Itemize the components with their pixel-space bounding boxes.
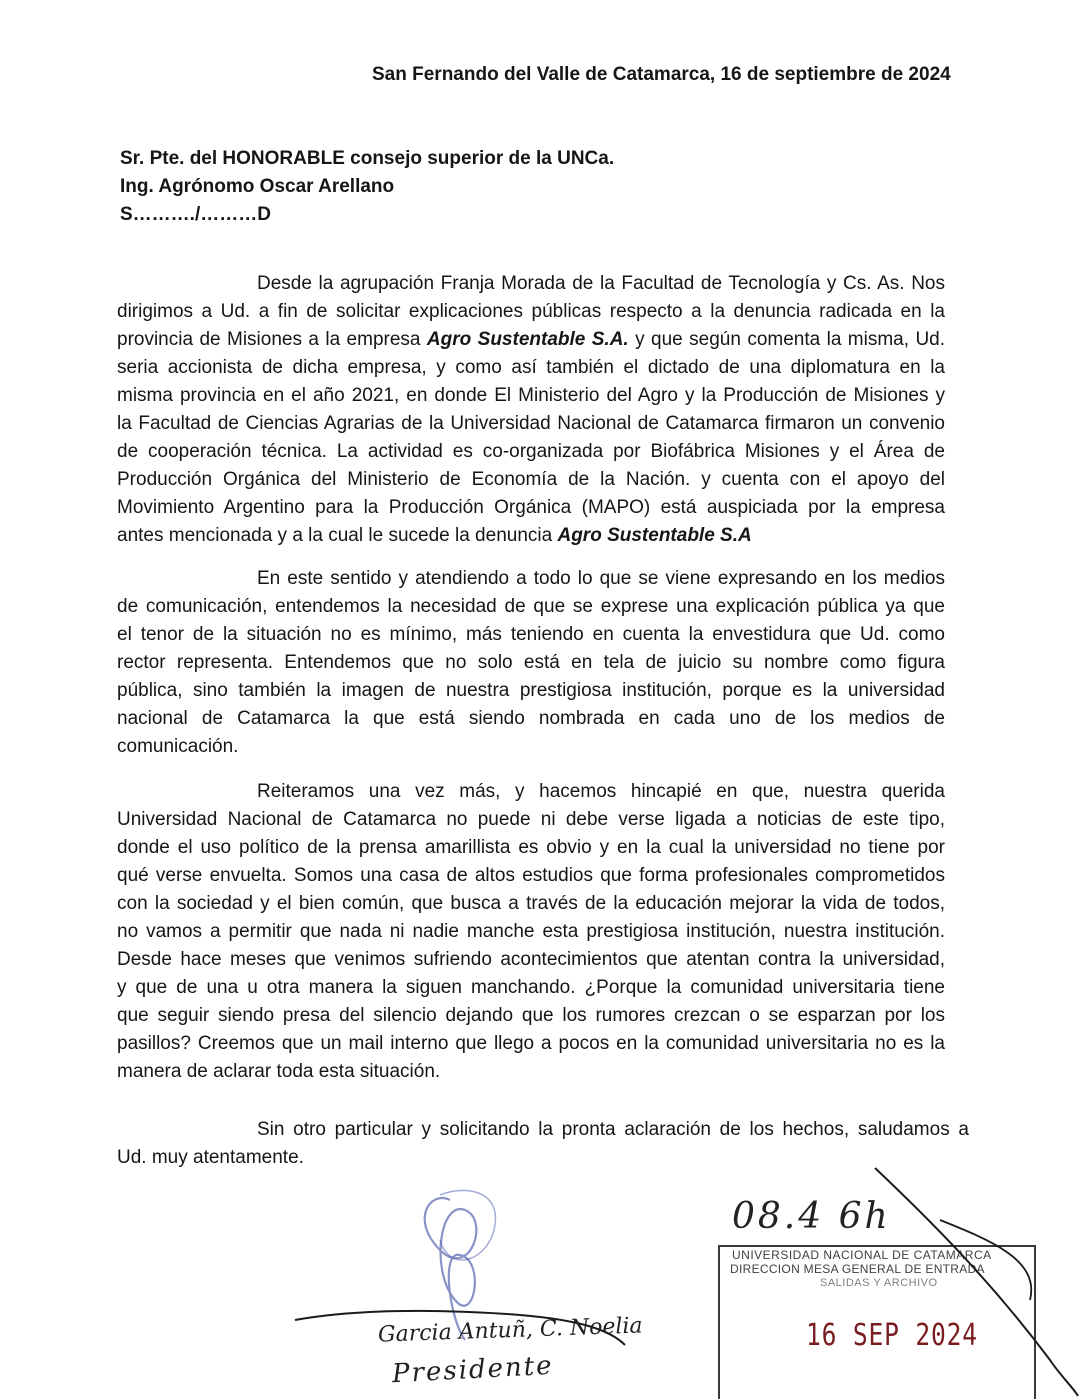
paragraph-line: provincia de Misiones a la empresa Agro Sustentable S.A. y que según comenta la misma, Ud. [117,329,946,350]
company-name: Agro Sustentable S.A. [426,329,629,350]
paragraph-line: Desde la agrupación Franja Morada de la Facultad de Tecnología y Cs. As. Nos [257,273,945,294]
paragraph-line: qué verse envuelta. Somos una casa de altos estudios que forma profesionales comprometidos [117,865,945,886]
paragraph-line: Movimiento Argentino para la Producción Orgánica (MAPO) está auspiciada por la empresa [117,497,945,518]
paragraph-1 [117,270,945,550]
paragraph-line: no vamos a permitir que nada ni nadie manche esta prestigiosa institución, nuestra institución. [117,921,945,942]
place-date: San Fernando del Valle de Catamarca, 16 de septiembre de 2024 [372,64,951,85]
paragraph-line: Ud. muy atentamente. [117,1147,304,1168]
paragraph-line: En este sentido y atendiendo a todo lo que se viene expresando en los medios [257,568,945,589]
paragraph-line: con la sociedad y el bien común, que busca a través de la educación mejorar la vida de todos, [117,893,945,914]
signature-stroke-overlay [690,1160,1080,1399]
paragraph-line: misma provincia en el año 2021, en donde El Ministerio del Agro y la Producción de Misiones y [117,385,945,406]
paragraph-line: Reiteramos una vez más, y hacemos hincapié en que, nuestra querida [257,781,945,802]
recipient-line-3: S………./………D [120,204,271,225]
paragraph-line: nacional de Catamarca la que está siendo nombrada en cada uno de los medios de [117,708,945,729]
paragraph-line: donde el uso político de la prensa amarillista es obvio y en la cual la universidad no tiene por [117,837,945,858]
paragraph-line: que seguir siendo presa del silencio dejando que los rumores crezcan o se esparzan por los [117,1005,945,1026]
paragraph-line: Producción Orgánica del Ministerio de Economía de la Nación. y cuenta con el apoyo del [117,469,945,490]
paragraph-line: el tenor de la situación no es mínimo, más teniendo en cuenta la envestidura que Ud. como [117,624,945,645]
paragraph-2 [117,565,945,761]
paragraph-line: comunicación. [117,736,239,757]
paragraph-line: antes mencionada y a la cual le sucede la denuncia Agro Sustentable S.A [117,525,752,546]
signature-title: Presidente [391,1350,555,1390]
paragraph-line: Sin otro particular y solicitando la pronta aclaración de los hechos, saludamos a [257,1119,969,1140]
stamp-date: 16 SEP 2024 [806,1318,978,1353]
paragraph-3 [117,778,945,1086]
company-name: Agro Sustentable S.A [557,525,752,546]
stamp-office: DIRECCION MESA GENERAL DE ENTRADA [730,1262,985,1276]
paragraph-line: y que de una u otra manera la siguen manchando. ¿Porque la comunidad universitaria tiene [117,977,945,998]
paragraph-line: Universidad Nacional de Catamarca no puede ni debe verse ligada a noticias de este tipo, [117,809,945,830]
recipient-line-1: Sr. Pte. del HONORABLE consejo superior de la UNCa. [120,148,615,169]
stamp-institution: UNIVERSIDAD NACIONAL DE CATAMARCA [732,1248,992,1262]
paragraph-line: dirigimos a Ud. a fin de solicitar explicaciones públicas respecto a la denuncia radicada en la [117,301,945,322]
paragraph-line: rector representa. Entendemos que no solo está en tela de juicio su nombre como figura [117,652,945,673]
recipient-line-2: Ing. Agrónomo Oscar Arellano [120,176,395,197]
stamp-handwritten-number: 08.4 6h [732,1196,891,1237]
paragraph-line: pública, sino también la imagen de nuestra prestigiosa institución, porque es la universidad [117,680,945,701]
paragraph-line: de comunicación, entendemos la necesidad de que se exprese una explicación pública ya que [117,596,945,617]
paragraph-line: la Facultad de Ciencias Agrarias de la Universidad Nacional de Catamarca firmaron un convenio [117,413,945,434]
paragraph-line: manera de aclarar toda esta situación. [117,1061,441,1082]
signature-name: Garcia Antuñ, C. Noelia [377,1313,643,1348]
stamp-section: SALIDAS Y ARCHIVO [820,1277,938,1289]
paragraph-line: Desde hace meses que venimos sufriendo acontecimientos que atentan contra la universidad, [117,949,945,970]
paragraph-line: de cooperación técnica. La actividad es co-organizada por Biofábrica Misiones y el Área de [117,441,945,462]
paragraph-line: pasillos? Creemos que un mail interno que llego a pocos en la comunidad universitaria no es la [117,1033,945,1054]
paragraph-line: seria accionista de dicha empresa, y como así también el dictado de una diplomatura en la [117,357,945,378]
